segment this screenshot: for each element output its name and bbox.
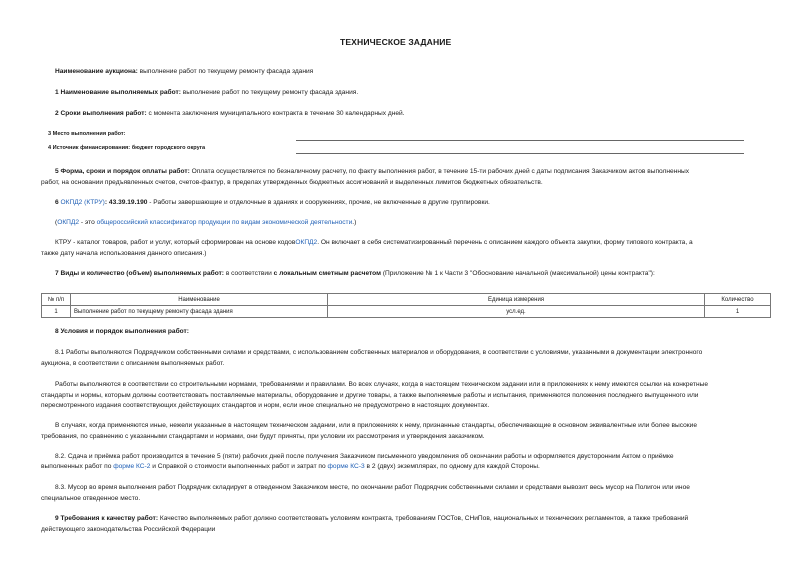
section-4-label: 4 Источник финансирования: бюджет городского округа (48, 145, 206, 151)
ks2-form-link[interactable]: форме КС-2 (113, 463, 151, 470)
cell-unit: усл.ед. (328, 306, 705, 318)
cell-num: 1 (42, 306, 71, 318)
para-8-3-line-2: специальное отведенное место. (41, 495, 141, 502)
section-6 (55, 198, 490, 209)
para-8-3-line-1: 8.3. Мусор во время выполнения работ Подрядчик складирует в отведенном Заказчиком месте, по окончании работ Подрядчик собственными силами и средствами вывозит весь мусор на Полигон или иное (55, 484, 690, 491)
section-1-value: выполнение работ по текущему ремонту фасада здания. (180, 89, 359, 96)
para-norms-line-1: Работы выполняются в соответствии со строительными нормами, требованиями и правилами. Во всех случаях, когда в настоящем техническом задании или в приложениях к нему имеются ссылки на конкретные (55, 381, 708, 388)
table-row (42, 306, 771, 318)
section-8-label: 8 Условия и порядок выполнения работ: (55, 328, 189, 335)
section-1 (55, 88, 358, 99)
cell-qty: 1 (705, 306, 771, 318)
section-7-label: 7 Виды и количество (объем) выполняемых работ: (55, 270, 224, 277)
section-5 (55, 167, 771, 178)
table-header-row (42, 294, 771, 306)
section-4-fill-line (296, 153, 744, 154)
para-8-2-line-2 (41, 462, 540, 473)
okpd-ktru-link[interactable]: ОКПД2 (КТРУ) (60, 199, 105, 206)
ktru-text-a: КТРУ - каталог товаров, работ и услуг, который сформирован на основе кодов (55, 239, 296, 246)
section-1-label: 1 Наименование выполняемых работ: (55, 89, 181, 96)
ktru-text-b: . Он включает в себя систематизированный перечень с описанием каждого объекта закупки, форму типового контракта, а (317, 239, 693, 246)
section-9-label: 9 Требования к качеству работ: (55, 515, 159, 522)
document-title: ТЕХНИЧЕСКОЕ ЗАДАНИЕ (340, 37, 452, 47)
section-3-fill-line (296, 140, 744, 141)
auction-value: выполнение работ по текущему ремонту фасада здания (137, 68, 314, 75)
para-8-2-text-c: в 2 (двух) экземплярах, по одному для каждой Стороны. (364, 463, 540, 470)
okpd-note-close: .) (352, 219, 357, 226)
cell-name: Выполнение работ по текущему ремонту фасада здания (71, 306, 328, 318)
para-norms-line-2: стандарты и нормы, которым должны соответствовать поставляемые материалы, оборудование и другие товары, а также выполняемые работы и испытания, применяются положения последнего выпущенного или (41, 392, 699, 399)
ks3-form-link[interactable]: форме КС-3 (327, 463, 365, 470)
section-7-tail: (Приложение № 1 к Части 3 "Обоснование начальной (максимальной) цены контракта"): (381, 270, 655, 277)
para-standards-line-1: В случаях, когда применяются иные, нежели указанные в настоящем техническом задании, или в приложениях к нему, признанные стандарты, обеспечивающие в основном эквивалентные или более высокие (55, 422, 698, 429)
section-2-label: 2 Сроки выполнения работ: (55, 110, 147, 117)
header-qty: Количество (705, 294, 771, 306)
section-9-line-2: действующего законодательства Российской Федерации (41, 526, 216, 533)
auction-label: Наименование аукциона: (55, 68, 138, 75)
section-2 (55, 109, 405, 120)
para-standards-line-2: требования, по сравнению с указанными стандартами и нормами, они будут приняты, при условии их рассмотрения и утверждения заказчиком. (41, 433, 485, 440)
okpd-note (55, 218, 356, 229)
ktru-line-1 (55, 238, 693, 249)
para-8-2-text-b: и Справкой о стоимости выполненных работ и затрат по (150, 463, 328, 470)
header-name: Наименование (71, 294, 328, 306)
para-8-2-line-1: 8.2. Сдача и приёмка работ производится в течение 5 (пяти) рабочих дней после получения Заказчиком письменного уведомления об окончании работы и оформляется двусторонним Актом о приёмке (55, 453, 674, 460)
ktru-okpd2-link[interactable]: ОКПД2 (295, 239, 318, 246)
okpd-description: - Работы завершающие и отделочные в зданиях и сооружениях, прочие, не включенные в другие группировки. (147, 199, 490, 206)
section-6-num: 6 (55, 199, 61, 206)
header-num: № п/п (42, 294, 71, 306)
section-5-line-1 (55, 167, 771, 178)
auction-name (55, 67, 313, 78)
para-8-2-text-a: выполненных работ по (41, 463, 114, 470)
para-norms-line-3: пересмотренного издания соответствующих действующих стандартов и норм, если иное специально не предусмотрено в настоящих документах. (41, 402, 490, 409)
section-5-text-1: Оплата осуществляется по безналичному расчету, по факту выполнения работ, в течение 15-ти рабочих дней с даты подписания Заказчиком актов выполненных (189, 168, 690, 175)
para-8-1-line-2: аукциона, в соответствии с описанием выполняемых работ. (41, 360, 225, 367)
section-7-mid: в соответствии (224, 270, 274, 277)
section-9 (55, 514, 688, 525)
ktru-line-2: также дату начала использования данного описания.) (41, 250, 207, 257)
okpd-note-mid: - это (79, 219, 97, 226)
section-3-label: 3 Место выполнения работ: (48, 131, 126, 137)
section-2-value: с момента заключения муниципального контракта в течение 30 календарных дней. (146, 110, 405, 117)
para-8-1-line-1: 8.1 Работы выполняются Подрядчиком собственными силами и средствами, с использованием собственных материалов и оборудования, в соответствии с условиями, указанными в документации электронного (55, 349, 703, 356)
okpd2-link[interactable]: ОКПД2 (57, 219, 80, 226)
okpd-note-open: ( (55, 219, 58, 226)
section-5-label: 5 Форма, сроки и порядок оплаты работ: (55, 168, 190, 175)
okpd-code: : 43.39.19.190 (104, 199, 148, 206)
header-unit: Единица измерения (328, 294, 705, 306)
okpd-classifier-link[interactable]: общероссийский классификатор продукции по видам экономической деятельности (96, 219, 353, 226)
section-7-estimate: с локальным сметным расчетом (273, 270, 381, 277)
section-7 (55, 269, 655, 280)
works-table (41, 293, 771, 318)
section-5-line-2: работ, на основании предъявленных счетов, счетов-фактур, в пределах утвержденных бюджетных ассигнований и выделенных лимитов бюджетных обязательств. (41, 179, 543, 186)
section-9-text-1: Качество выполняемых работ должно соответствовать условиям контракта, требованиям ГОСТов, СНиПов, национальных и технических регламентов, а также требований (158, 515, 689, 522)
